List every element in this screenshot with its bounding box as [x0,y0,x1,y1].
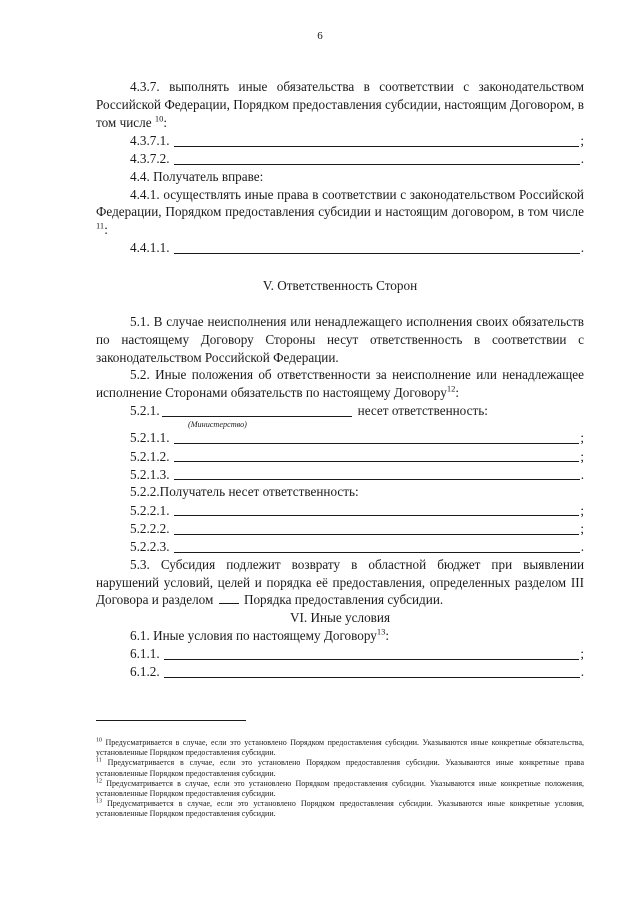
clause-6-1-text: 6.1. Иные условия по настоящему Договору [130,628,377,644]
document-body [96,78,584,681]
blank-line-5-2-2-3: 5.2.2.3. . [130,539,584,555]
page-number: 6 [317,30,323,42]
blank-line-4-4-1-1: 4.4.1.1. . [130,240,584,256]
footnote-separator [96,720,246,721]
blank-line-5-2-1-3: 5.2.1.3. . [130,466,584,482]
line-label: 5.2.2.2. [130,520,170,536]
blank-line-4-3-7-2: 4.3.7.2. . [130,150,584,166]
footnote-11: $^{11}$ Предусматривается в случае, если это установлено Порядком предоставления субсидии. Указываются иные конкретные права установленные Порядком предоставления субсидии. [96,757,584,778]
clause-5-2: 5.2. Иные положения об ответственности за неисполнение или ненадлежащее исполнение Сторонами обязательств по настоящему Договору$^{12}$: [96,367,584,401]
clause-4-4-1-text: 4.4.1. осуществлять иные права в соответствии с законодательством Российской Федерации, Порядком предоставления субсидии и настоящим договором, в том числе [96,186,584,220]
blank-field [174,145,580,147]
footnote-13: $^{13}$ Предусматривается в случае, если это установлено Порядком предоставления субсидии. Указываются иные конкретные условия, установленные Порядком предоставления субсидии. [96,798,585,819]
blank-line-5-2-1-1: 5.2.1.1. ; [130,430,584,446]
clause-4-4: 4.4. Получатель вправе: [130,168,264,184]
clause-4-4-1: 4.4.1. осуществлять иные права в соответствии с законодательством Российской Федерации, Порядком предоставления субсидии и настоящим договором, в том числе $^{11}$: [96,186,584,238]
line-label: 5.2.1.1. [130,430,170,446]
line-label: 6.1.2. [130,664,160,680]
line-label: 5.2.1.3. [130,466,170,482]
ministry-blank-field [162,415,352,417]
footnotes [96,738,584,820]
line-label: 4.4.1.1. [130,240,170,256]
line-label: 5.2.2.1. [130,502,170,518]
blank-field [174,460,580,462]
section-5-title: V. Ответственность Сторон [262,278,418,294]
blank-line-6-1-2: 6.1.2. . [130,664,584,680]
footnote-ref-11: 11 [96,220,105,231]
blank-line-5-2-2-2: 5.2.2.2. ; [130,520,584,536]
clause-5-1: 5.1. В случае неисполнения или ненадлежащего исполнения своих обязательств по настоящему Договору Стороны несут ответственность в соответствии с законодательством Российской Федерации. [96,313,584,365]
footnote-ref-12: 12 [446,383,456,394]
line-label: 5.2.1. [130,403,160,419]
blank-field [174,533,580,535]
clause-5-3-text-b: Порядка предоставления субсидии. [243,592,444,608]
blank-field [174,442,580,444]
clause-4-3-7: 4.3.7. выполнять иные обязательства в соответствии с законодательством Российской Федерации, Порядком предоставления субсидии, настоящим Договором, в том числе $^{10}$: [96,79,584,130]
clause-5-3-text-a: 5.3. Субсидия подлежит возврату в областной бюджет при выявлении нарушений условий, целей и порядка её предоставления, определенных разделом III Договора и разделом [96,556,584,608]
clause-5-3 [96,556,584,609]
clause-4-3-7-num: 4.3.7. [130,79,160,94]
clause-4-3-7-text: выполнять иные обязательства в соответствии с законодательством Российской Федерации, Порядком предоставления субсидии, настоящим Договором, в том числе [96,79,584,130]
clause-5-2-2: 5.2.2.Получатель несет ответственность: [130,484,359,500]
blank-line-6-1-1: 6.1.1. ; [130,646,584,662]
blank-field [174,551,580,553]
line-label: 5.2.2.3. [130,539,170,555]
blank-line-5-2-2-1: 5.2.2.1. ; [130,502,584,518]
blank-line-4-3-7-1: 4.3.7.1. ; [130,132,584,148]
clause-5-2-1 [96,402,584,420]
footnote-ref-10: 10 [154,113,164,124]
ministry-caption: (Министерство) [188,419,247,429]
section-6-title: VI. Иные условия [289,610,391,626]
blank-field [174,163,580,165]
line-label: 5.2.1.2. [130,448,170,464]
section-number-blank [219,593,239,604]
clause-5-2-text: 5.2. Иные положения об ответственности за неисполнение или ненадлежащее исполнение Сторонами обязательств по настоящему Договору [96,367,584,401]
footnote-10: $^{10}$ Предусматривается в случае, если это установлено Порядком предоставления субсидии. Указываются иные конкретные обязательства, установленные Порядком предоставления субсидии. [96,737,585,758]
clause-5-2-1-text: несет ответственность: [357,403,488,419]
clause-6-1: 6.1. Иные условия по настоящему Договору$^{13}$: [130,626,390,644]
line-label: 4.3.7.1. [130,132,170,148]
line-label: 6.1.1. [130,646,160,662]
blank-line-5-2-1-2: 5.2.1.2. ; [130,448,584,464]
blank-field [164,658,580,660]
blank-field [164,676,580,678]
blank-field [174,252,580,254]
blank-field [174,514,580,516]
footnote-ref-13: 13 [376,626,386,637]
footnote-12: $^{12}$ Предусматривается в случае, если это установлено Порядком предоставления субсидии. Указываются иные конкретные положения, установленные Порядком предоставления субсидии. [96,778,585,799]
blank-field [174,478,580,480]
line-label: 4.3.7.2. [130,150,170,166]
